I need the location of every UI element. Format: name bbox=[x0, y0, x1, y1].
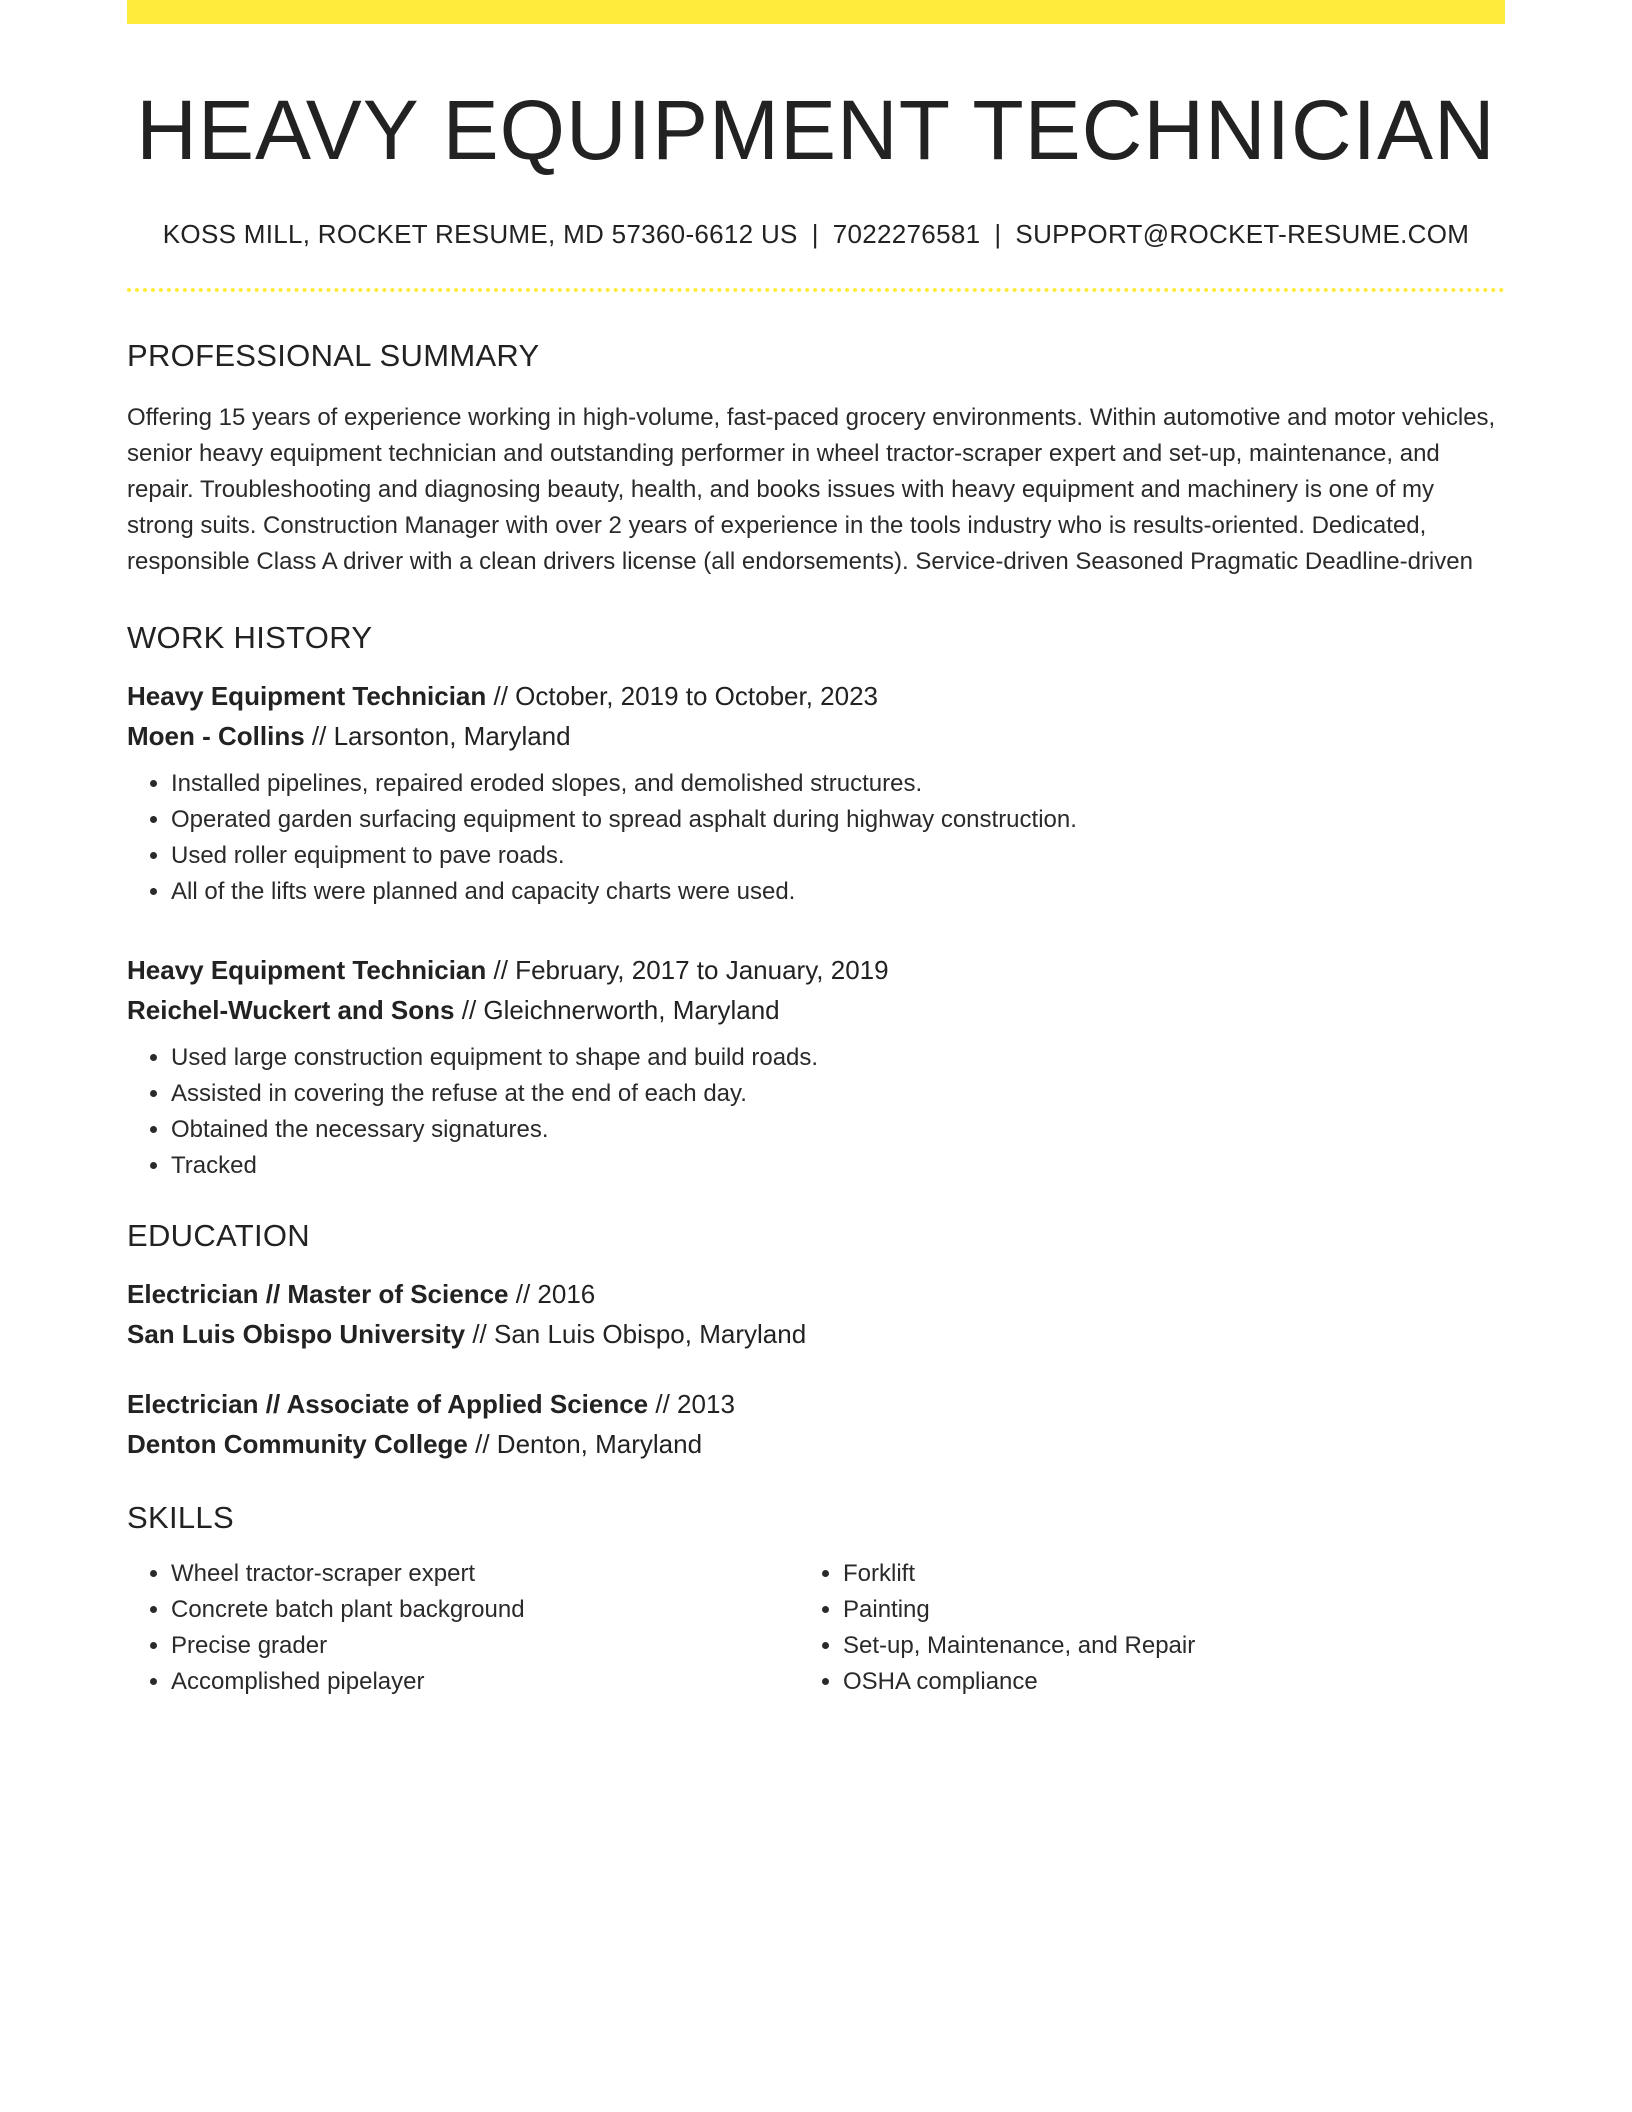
resume-page bbox=[127, 0, 1505, 1700]
education-school: San Luis Obispo University bbox=[127, 1318, 466, 1349]
contact-line bbox=[127, 219, 1505, 250]
section-title-summary: PROFESSIONAL SUMMARY bbox=[127, 337, 540, 373]
job-entry bbox=[127, 676, 1505, 910]
contact-separator: | bbox=[994, 218, 1002, 249]
job-company-line bbox=[127, 716, 1505, 756]
education-year: // 2013 bbox=[655, 1388, 735, 1419]
job-bullets bbox=[127, 766, 1505, 910]
education-degree: Electrician // Master of Science bbox=[127, 1278, 509, 1309]
job-bullet: • Assisted in covering the refuse at the end of each day. bbox=[171, 1076, 1505, 1112]
job-bullet: • Tracked bbox=[171, 1148, 1505, 1184]
skill-item: • Set-up, Maintenance, and Repair bbox=[843, 1628, 1471, 1664]
skill-item: • Painting bbox=[843, 1592, 1471, 1628]
job-role-line bbox=[127, 950, 1505, 990]
skill-item: • Precise grader bbox=[171, 1628, 799, 1664]
education-entry bbox=[127, 1274, 1505, 1354]
job-bullet: • Operated garden surfacing equipment to spread asphalt during highway construction. bbox=[171, 802, 1505, 838]
education-degree-line bbox=[127, 1384, 1505, 1424]
education-school: Denton Community College bbox=[127, 1428, 468, 1459]
education-location: // San Luis Obispo, Maryland bbox=[472, 1318, 807, 1349]
job-role: Heavy Equipment Technician bbox=[127, 680, 487, 711]
skills-grid bbox=[127, 1556, 1505, 1700]
education-school-line bbox=[127, 1314, 1505, 1354]
skill-item: • Wheel tractor-scraper expert bbox=[171, 1556, 799, 1592]
candidate-title: HEAVY EQUIPMENT TECHNICIAN bbox=[136, 83, 1496, 177]
skills-column-left bbox=[127, 1556, 799, 1700]
education-degree-line bbox=[127, 1274, 1505, 1314]
skills-list-left bbox=[127, 1556, 799, 1700]
contact-email: SUPPORT@ROCKET-RESUME.COM bbox=[1015, 218, 1470, 249]
job-company-line bbox=[127, 990, 1505, 1030]
job-bullet: • Used large construction equipment to shape and build roads. bbox=[171, 1040, 1505, 1076]
contact-address: KOSS MILL, ROCKET RESUME, MD 57360-6612 US bbox=[162, 218, 798, 249]
section-title-skills: SKILLS bbox=[127, 1499, 234, 1535]
contact-phone: 7022276581 bbox=[832, 218, 981, 249]
skills-column-right bbox=[799, 1556, 1471, 1700]
job-role-line bbox=[127, 676, 1505, 716]
skill-item: • Forklift bbox=[843, 1556, 1471, 1592]
section-title-education: EDUCATION bbox=[127, 1217, 310, 1253]
accent-top-bar bbox=[127, 0, 1505, 24]
job-bullet: • Installed pipelines, repaired eroded slopes, and demolished structures. bbox=[171, 766, 1505, 802]
education-year: // 2016 bbox=[515, 1278, 596, 1309]
job-bullet: • Used roller equipment to pave roads. bbox=[171, 838, 1505, 874]
job-entry bbox=[127, 950, 1505, 1184]
job-dates: // October, 2019 to October, 2023 bbox=[493, 680, 878, 711]
contact-separator: | bbox=[811, 218, 819, 249]
dotted-divider bbox=[127, 288, 1505, 292]
job-role: Heavy Equipment Technician bbox=[127, 954, 487, 985]
skill-item: • Accomplished pipelayer bbox=[171, 1664, 799, 1700]
job-location: // Larsonton, Maryland bbox=[311, 720, 571, 751]
education-degree: Electrician // Associate of Applied Science bbox=[127, 1388, 649, 1419]
education-entry bbox=[127, 1384, 1505, 1464]
job-company: Moen - Collins bbox=[127, 720, 305, 751]
skills-list-right bbox=[799, 1556, 1471, 1700]
summary-text: Offering 15 years of experience working in high-volume, fast-paced grocery environments. Within automotive and motor vehicles, senior heavy equipment technician and outstanding performer in wheel tractor-scraper expert and set-up, maintenance, and repair. Troubleshooting and diagnosing beauty, health, and books issues with heavy equipment and machinery is one of my strong suits. Construction Manager with over 2 years of experience in the tools industry who is results-oriented. Dedicated, responsible Class A driver with a clean drivers license (all endorsements). Service-driven Seasoned Pragmatic Deadline-driven bbox=[127, 403, 1496, 575]
education-school-line bbox=[127, 1424, 1505, 1464]
job-company: Reichel-Wuckert and Sons bbox=[127, 994, 455, 1025]
section-title-work-history: WORK HISTORY bbox=[127, 619, 373, 655]
job-bullets bbox=[127, 1040, 1505, 1184]
skill-item: • OSHA compliance bbox=[843, 1664, 1471, 1700]
education-location: // Denton, Maryland bbox=[475, 1428, 703, 1459]
job-bullet: • All of the lifts were planned and capacity charts were used. bbox=[171, 874, 1505, 910]
skill-item: • Concrete batch plant background bbox=[171, 1592, 799, 1628]
job-dates: // February, 2017 to January, 2019 bbox=[493, 954, 889, 985]
job-bullet: • Obtained the necessary signatures. bbox=[171, 1112, 1505, 1148]
job-location: // Gleichnerworth, Maryland bbox=[461, 994, 780, 1025]
